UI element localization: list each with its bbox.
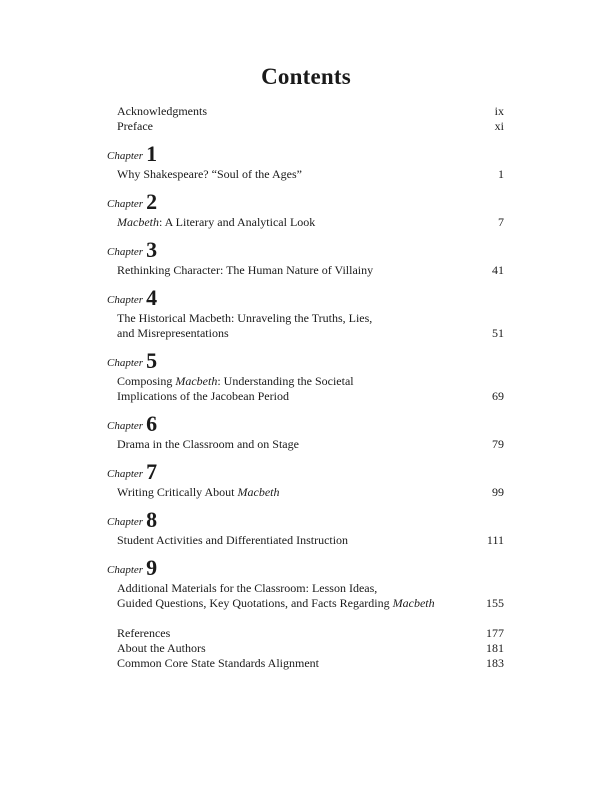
chapter-word: Chapter bbox=[107, 246, 144, 258]
toc-entry-label: The Historical Macbeth: Unraveling the Truths, Lies, bbox=[117, 311, 373, 325]
toc-page-number: 69 bbox=[492, 389, 504, 403]
toc-entry-standards-alignment[interactable] bbox=[117, 656, 504, 671]
title-italic: Macbeth bbox=[117, 215, 159, 229]
chapter-number: 1 bbox=[146, 141, 158, 166]
toc-page-number: 1 bbox=[498, 167, 504, 181]
toc-entry-preface[interactable] bbox=[117, 119, 504, 134]
toc-page-number: 41 bbox=[492, 263, 504, 277]
toc-entry-chapter-6[interactable] bbox=[117, 437, 504, 452]
chapter-word: Chapter bbox=[107, 564, 144, 576]
toc-entry-label bbox=[117, 374, 354, 389]
toc-page-number: 99 bbox=[492, 485, 504, 499]
toc-entry-label bbox=[117, 215, 315, 230]
chapter-heading-1 bbox=[107, 141, 157, 167]
toc-entry-label: Acknowledgments bbox=[117, 104, 207, 118]
toc-entry-label: About the Authors bbox=[117, 641, 206, 655]
toc-entry-chapter-4-cont[interactable] bbox=[117, 326, 504, 341]
chapter-heading-7 bbox=[107, 459, 157, 485]
chapter-word: Chapter bbox=[107, 516, 144, 528]
toc-page-number: xi bbox=[494, 119, 504, 133]
toc-entry-label: Student Activities and Differentiated Instruction bbox=[117, 533, 349, 547]
title-pre: Guided Questions, Key Quotations, and Facts Regarding bbox=[117, 596, 393, 610]
title-pre: Composing bbox=[117, 374, 176, 388]
title-post: : Understanding the Societal bbox=[217, 374, 354, 388]
chapter-heading-4 bbox=[107, 285, 157, 311]
toc-entry-acknowledgments[interactable] bbox=[117, 104, 504, 119]
chapter-word: Chapter bbox=[107, 420, 144, 432]
toc-entry-chapter-9[interactable] bbox=[117, 581, 504, 596]
chapter-number: 9 bbox=[146, 555, 158, 580]
toc-page-number: 177 bbox=[486, 626, 504, 640]
toc-entry-label bbox=[117, 485, 280, 500]
title-italic: Macbeth bbox=[392, 596, 435, 610]
chapter-heading-6 bbox=[107, 411, 157, 437]
toc-entry-label: Rethinking Character: The Human Nature of Villainy bbox=[117, 263, 374, 277]
toc-page-number: 7 bbox=[498, 215, 504, 229]
chapter-heading-2 bbox=[107, 189, 157, 215]
chapter-number: 7 bbox=[146, 459, 158, 484]
title-italic: Macbeth bbox=[175, 374, 218, 388]
toc-entry-chapter-8[interactable] bbox=[117, 533, 504, 548]
toc-page-number: 79 bbox=[492, 437, 504, 451]
chapter-word: Chapter bbox=[107, 294, 144, 306]
toc-entry-chapter-4[interactable] bbox=[117, 311, 504, 326]
toc-page-number: 181 bbox=[486, 641, 504, 655]
toc-page-number: ix bbox=[494, 104, 504, 118]
toc-entry-label bbox=[117, 596, 435, 611]
chapter-heading-5 bbox=[107, 348, 157, 374]
toc-entry-chapter-2[interactable] bbox=[117, 215, 504, 230]
title-italic: Macbeth bbox=[237, 485, 280, 499]
chapter-number: 2 bbox=[146, 189, 158, 214]
chapter-heading-9 bbox=[107, 555, 157, 581]
toc-entry-label: and Misrepresentations bbox=[117, 326, 229, 340]
toc-page-number: 111 bbox=[486, 533, 504, 547]
title-rest: : A Literary and Analytical Look bbox=[158, 215, 316, 229]
toc-page-number: 155 bbox=[486, 596, 504, 610]
toc-entry-references[interactable] bbox=[117, 626, 504, 641]
chapter-word: Chapter bbox=[107, 198, 144, 210]
chapter-number: 4 bbox=[146, 285, 158, 310]
toc-entry-chapter-7[interactable] bbox=[117, 485, 504, 500]
toc-entry-about-authors[interactable] bbox=[117, 641, 504, 656]
title-pre: Writing Critically About bbox=[117, 485, 238, 499]
toc-entry-label: Implications of the Jacobean Period bbox=[117, 389, 289, 403]
chapter-heading-8 bbox=[107, 507, 157, 533]
chapter-number: 3 bbox=[146, 237, 158, 262]
chapter-word: Chapter bbox=[107, 468, 144, 480]
toc-entry-label: Common Core State Standards Alignment bbox=[117, 656, 319, 670]
toc-entry-chapter-5[interactable] bbox=[117, 374, 504, 389]
toc-entry-chapter-5-cont[interactable] bbox=[117, 389, 504, 404]
chapter-number: 5 bbox=[146, 348, 158, 373]
chapter-word: Chapter bbox=[107, 357, 144, 369]
chapter-number: 6 bbox=[146, 411, 158, 436]
chapter-heading-3 bbox=[107, 237, 157, 263]
chapter-number: 8 bbox=[146, 507, 158, 532]
toc-page-number: 51 bbox=[492, 326, 504, 340]
page-title: Contents bbox=[261, 64, 351, 89]
toc-entry-label: Why Shakespeare? “Soul of the Ages” bbox=[117, 167, 302, 181]
toc-entry-chapter-1[interactable] bbox=[117, 167, 504, 182]
toc-entry-chapter-9-cont[interactable] bbox=[117, 596, 504, 611]
chapter-word: Chapter bbox=[107, 150, 144, 162]
toc-entry-label: Additional Materials for the Classroom: Lesson Ideas, bbox=[117, 581, 378, 595]
toc-entry-chapter-3[interactable] bbox=[117, 263, 504, 278]
toc-page-number: 183 bbox=[486, 656, 504, 670]
toc-entry-label: Preface bbox=[117, 119, 153, 133]
toc-entry-label: References bbox=[117, 626, 171, 640]
toc-entry-label: Drama in the Classroom and on Stage bbox=[117, 437, 299, 451]
